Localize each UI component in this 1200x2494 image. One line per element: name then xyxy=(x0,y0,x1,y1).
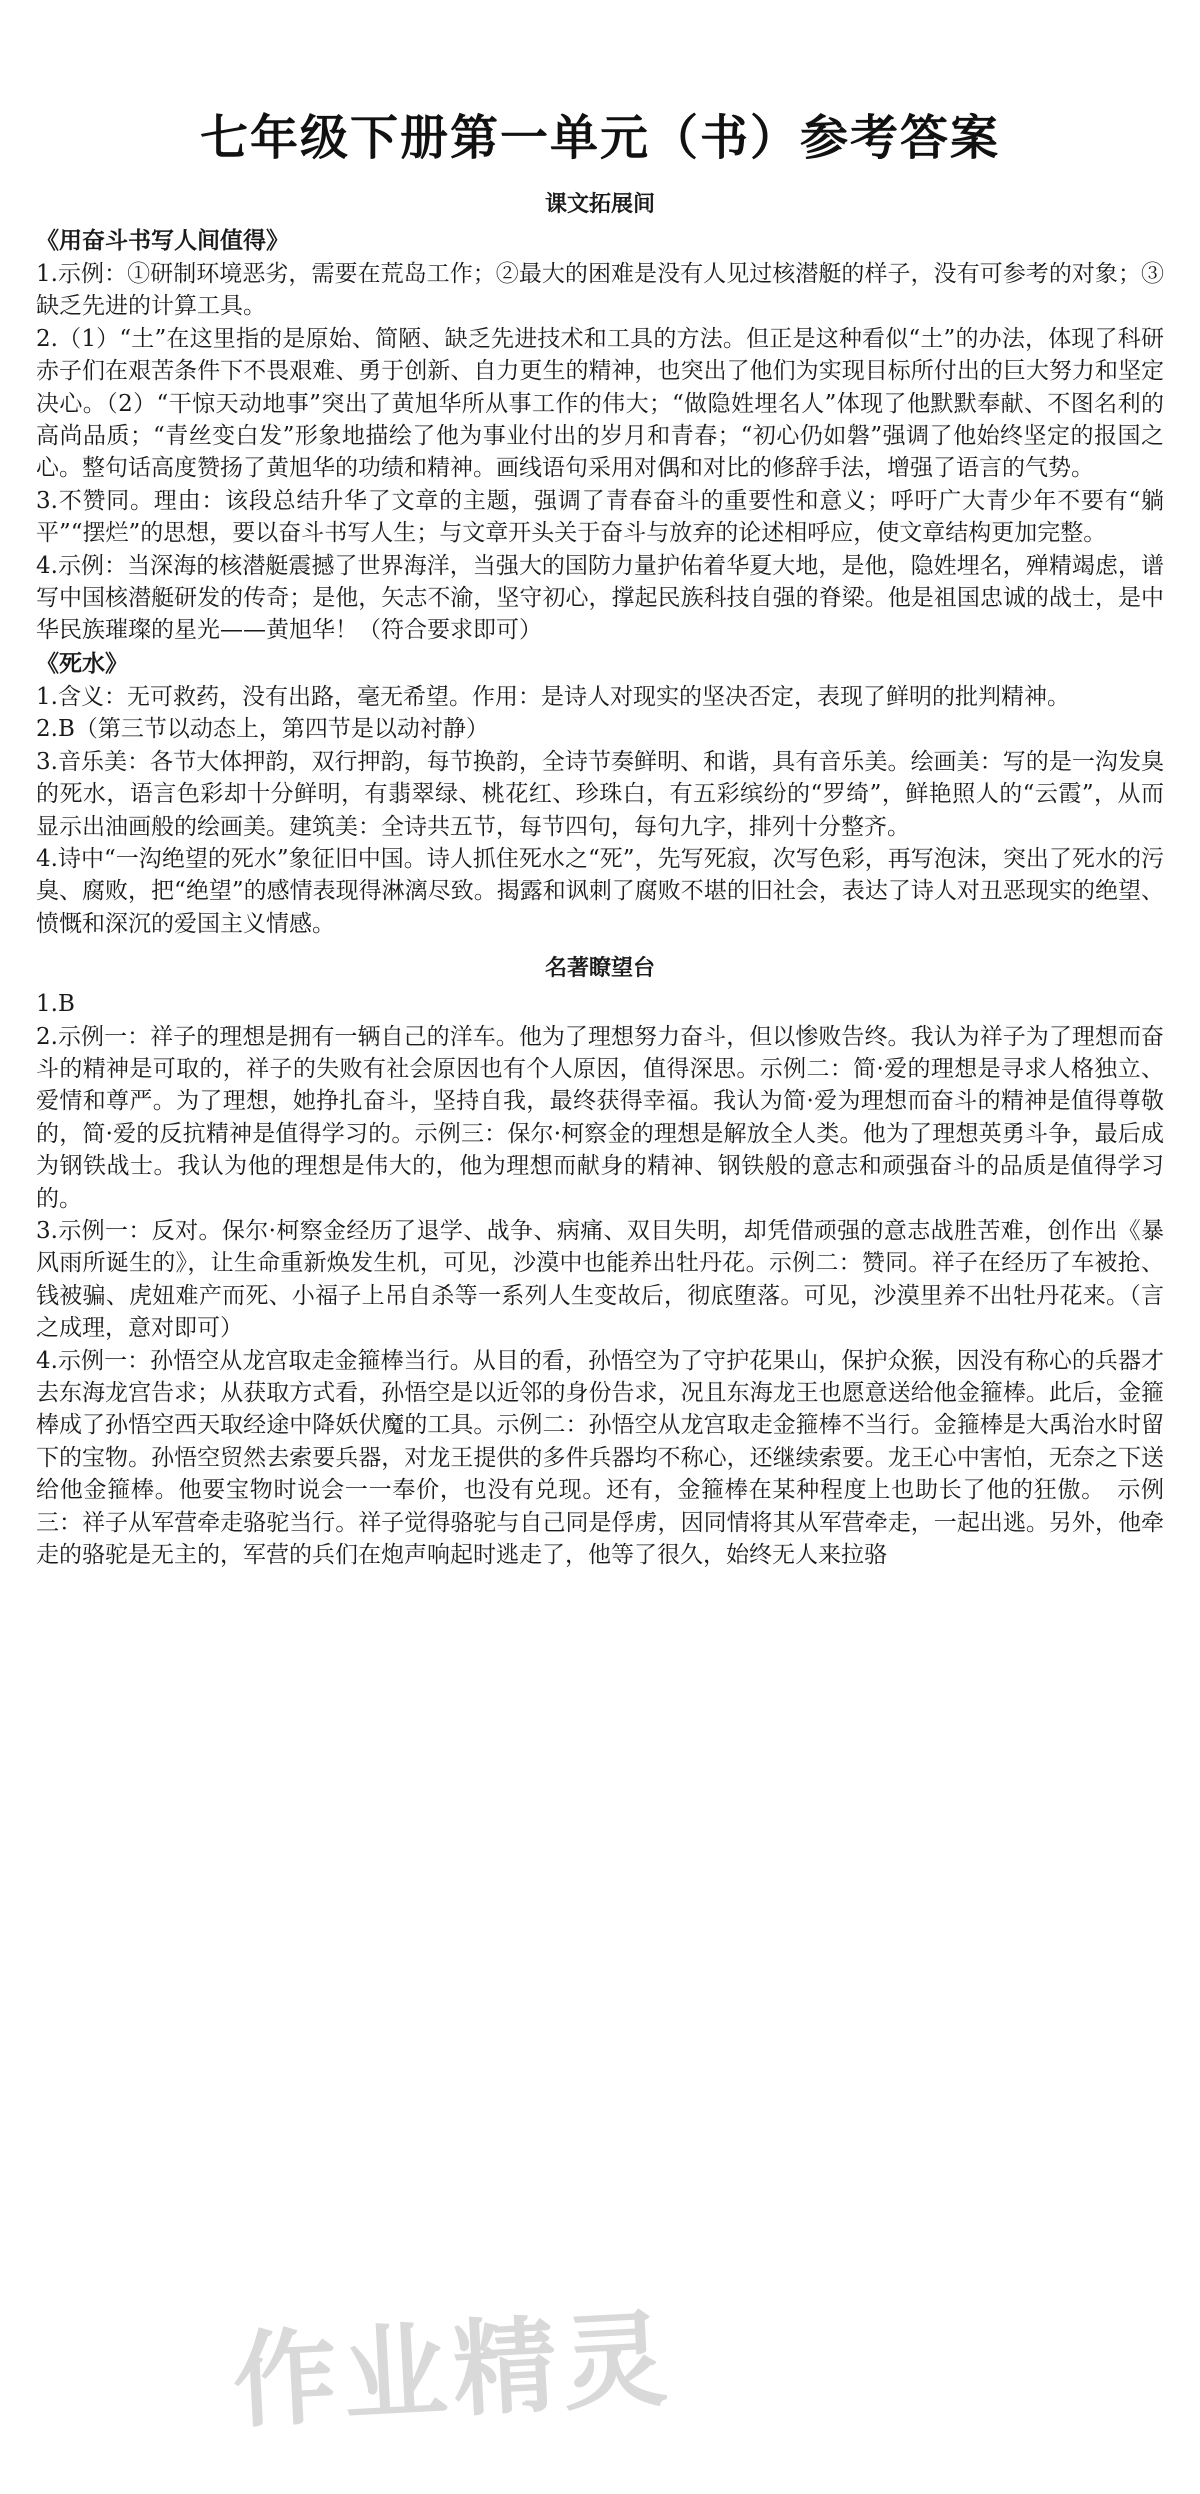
answer-paragraph: 1.B xyxy=(36,991,75,1018)
watermark-logo: 作业精灵 xyxy=(229,2297,676,2443)
answer-paragraph: 1.示例：①研制环境恶劣，需要在荒岛工作；②最大的困难是没有人见过核潜艇的样子，没有可参考的对象；③缺乏先进的计算工具。 xyxy=(36,261,1164,320)
answer-paragraph: 4.示例一：孙悟空从龙宫取走金箍棒当行。从目的看，孙悟空为了守护花果山，保护众猴，因没有称心的兵器才去东海龙宫告求；从获取方式看，孙悟空是以近邻的身份告求，况且东海龙王也愿意送给他金箍棒。此后，金箍棒成了孙悟空西天取经途中降妖伏魔的工具。示例二：孙悟空从龙宫取走金箍棒不当行。金箍棒是大禹治水时留下的宝物。孙悟空贸然去索要兵器，对龙王提供的多件兵器均不称心，还继续索要。龙王心中害怕，无奈之下送给他金箍棒。他要宝物时说会一一奉价，也没有兑现。还有，金箍棒在某种程度上也助长了他的狂傲。 示例三：祥子从军营牵走骆驼当行。祥子觉得骆驼与自己同是俘虏，因同情将其从军营牵走，一起出逃。另外，他牵走的骆驼是无主的，军营的兵们在炮声响起时逃走了，他等了很久，始终无人来拉骆 xyxy=(36,1347,1164,1569)
answer-paragraph: 4.诗中“一沟绝望的死水”象征旧中国。诗人抓住死水之“死”，先写死寂，次写色彩，再写泡沫，突出了死水的污臭、腐败，把“绝望”的感情表现得淋漓尽致。揭露和讽刺了腐败不堪的旧社会，表达了诗人对丑恶现实的绝望、愤慨和深沉的爱国主义情感。 xyxy=(36,845,1164,937)
answer-paragraph: 2.（1）“土”在这里指的是原始、简陋、缺乏先进技术和工具的方法。但正是这种看似“土”的办法，体现了科研赤子们在艰苦条件下不畏艰难、勇于创新、自力更生的精神，也突出了他们为实现目标所付出的巨大努力和坚定决心。（2）“干惊天动地事”突出了黄旭华所从事工作的伟大；“做隐姓埋名人”体现了他默默奉献、不图名利的高尚品质；“青丝变白发”形象地描绘了他为事业付出的岁月和青春；“初心仍如磐”强调了他始终坚定的报国之心。整句话高度赞扬了黄旭华的功绩和精神。画线语句采用对偶和对比的修辞手法，增强了语言的气势。 xyxy=(36,325,1164,482)
section-heading-text-extension: 课文拓展间 xyxy=(544,192,655,217)
answer-paragraph: 3.音乐美：各节大体押韵，双行押韵，每节换韵，全诗节奏鲜明、和谐，具有音乐美。绘画美：写的是一沟发臭的死水，语言色彩却十分鲜明，有翡翠绿、桃花红、珍珠白，有五彩缤纷的“罗绮”，鲜艳照人的“云霞”，从而显示出油画般的绘画美。建筑美：全诗共五节，每节四句，每句九字，排列十分整齐。 xyxy=(36,748,1164,840)
answer-paragraph: 3.示例一：反对。保尔·柯察金经历了退学、战争、病痛、双目失明，却凭借顽强的意志战胜苦难，创作出《暴风雨所诞生的》，让生命重新焕发生机，可见，沙漠中也能养出牡丹花。示例二：赞同。祥子在经历了车被抢、钱被骗、虎妞难产而死、小福子上吊自杀等一系列人生变故后，彻底堕落。可见，沙漠里养不出牡丹花来。（言之成理，意对即可） xyxy=(36,1217,1164,1342)
document-body xyxy=(36,188,1164,1571)
answer-paragraph: 4.示例：当深海的核潜艇震撼了世界海洋，当强大的国防力量护佑着华夏大地，是他，隐姓埋名，殚精竭虑，谱写中国核潜艇研发的传奇；是他，矢志不渝，坚守初心，撑起民族科技自强的脊梁。他是祖国忠诚的战士，是中华民族璀璨的星光——黄旭华！（符合要求即可） xyxy=(36,552,1164,644)
answer-paragraph: 2.示例一：祥子的理想是拥有一辆自己的洋车。他为了理想努力奋斗，但以惨败告终。我认为祥子为了理想而奋斗的精神是可取的，祥子的失败有社会原因也有个人原因，值得深思。示例二：简·爱的理想是寻求人格独立、爱情和尊严。为了理想，她挣扎奋斗，坚持自我，最终获得幸福。我认为简·爱为理想而奋斗的精神是值得尊敬的，简·爱的反抗精神是值得学习的。示例三：保尔·柯察金的理想是解放全人类。他为了理想英勇斗争，最后成为钢铁战士。我认为他的理想是伟大的，他为理想而献身的精神、钢铁般的意志和顽强奋斗的品质是值得学习的。 xyxy=(36,1023,1164,1212)
answer-paragraph: 3.不赞同。理由：该段总结升华了文章的主题，强调了青春奋斗的重要性和意义；呼吁广大青少年不要有“躺平”“摆烂”的思想，要以奋斗书写人生；与文章开头关于奋斗与放弃的论述相呼应，使文章结构更加完整。 xyxy=(36,487,1164,547)
article-title-fendou: 《用奋斗书写人间值得》 xyxy=(36,228,289,254)
section-heading-classics: 名著瞭望台 xyxy=(544,956,655,982)
answer-paragraph: 1.含义：无可救药，没有出路，毫无希望。作用：是诗人对现实的坚决否定，表现了鲜明的批判精神。 xyxy=(36,683,1070,710)
article-title-sishui: 《死水》 xyxy=(36,650,128,677)
answer-paragraph: 2.B（第三节以动态上，第四节是以动衬静） xyxy=(36,716,489,743)
document-title: 七年级下册第一单元（书）参考答案 xyxy=(199,110,1000,166)
